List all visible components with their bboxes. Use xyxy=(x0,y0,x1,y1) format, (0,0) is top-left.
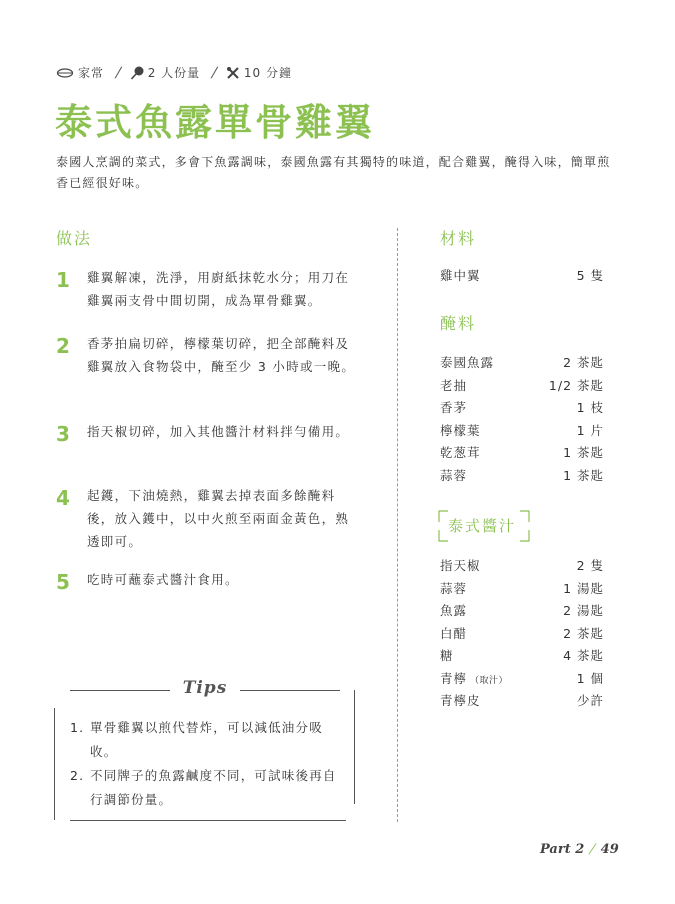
ingredient-name: 白醋 xyxy=(440,626,468,641)
ingredient-qty: 1 湯匙 xyxy=(563,581,604,596)
sauce-heading-box xyxy=(438,510,530,542)
tips-box xyxy=(54,678,356,820)
divider-slash: / xyxy=(587,842,598,857)
divider-slash: / xyxy=(210,64,221,81)
method-heading: 做法 xyxy=(56,229,93,248)
ingredient-note: （取汁） xyxy=(470,676,509,686)
sauce-row xyxy=(440,556,604,578)
ingredient-qty: 1 茶匙 xyxy=(563,445,604,460)
ingredient-name: 雞中翼 xyxy=(440,268,481,283)
ingredient-name: 泰國魚露 xyxy=(440,355,495,370)
step-text: 指天椒切碎，加入其他醬汁材料拌勻備用。 xyxy=(87,424,350,439)
ingredient-qty: 4 茶匙 xyxy=(563,648,604,663)
ingredients-heading: 材料 xyxy=(440,229,477,248)
marinade-row xyxy=(440,466,604,488)
ingredient-qty: 2 茶匙 xyxy=(563,355,604,370)
ingredient-name: 魚露 xyxy=(440,603,468,618)
sauce-row xyxy=(440,669,604,691)
ingredient-name: 青檸皮 xyxy=(440,693,481,708)
step-number: 5 xyxy=(56,570,70,594)
servings-label: 2 人份量 xyxy=(147,66,201,80)
marinade-row xyxy=(440,398,604,420)
page-footer xyxy=(540,842,619,857)
marinade-heading: 醃料 xyxy=(440,314,477,333)
tip-text: 單骨雞翼以煎代替炸，可以減低油分吸收。 xyxy=(90,720,323,759)
step-text: 香茅拍扁切碎，檸檬葉切碎，把全部醃料及雞翼放入食物袋中，醃至少 3 小時或一晚。 xyxy=(87,336,356,374)
ingredient-name: 乾葱茸 xyxy=(440,445,481,460)
step-number: 4 xyxy=(56,486,70,510)
marinade-row xyxy=(440,353,604,375)
ladle-icon xyxy=(130,66,144,80)
pot-icon xyxy=(56,67,74,79)
tip-number: 2. xyxy=(70,768,85,783)
sauce-row xyxy=(440,624,604,646)
ingredient-qty: 2 茶匙 xyxy=(563,626,604,641)
ingredient-qty: 少許 xyxy=(576,693,604,708)
sauce-row xyxy=(440,691,604,713)
divider-slash: / xyxy=(113,64,124,81)
ingredient-qty: 2 隻 xyxy=(576,558,604,573)
column-divider xyxy=(397,228,398,822)
tip-number: 1. xyxy=(70,720,85,735)
ingredient-name: 檸檬葉 xyxy=(440,423,481,438)
ingredient-qty: 1 片 xyxy=(576,423,604,438)
ingredient-qty: 5 隻 xyxy=(576,268,604,283)
ingredient-name: 指天椒 xyxy=(440,558,481,573)
tips-rule-right xyxy=(240,690,340,691)
time-label: 10 分鐘 xyxy=(243,66,292,80)
ingredient-name: 蒜蓉 xyxy=(440,581,468,596)
category-label: 家常 xyxy=(78,66,105,80)
ingredient-qty: 1 個 xyxy=(576,671,604,686)
recipe-meta xyxy=(56,64,292,81)
ingredient-name: 青檸 xyxy=(440,671,468,686)
ingredient-qty: 1/2 茶匙 xyxy=(548,378,604,393)
ingredient-qty: 1 茶匙 xyxy=(563,468,604,483)
step-text: 起鑊，下油燒熱，雞翼去掉表面多餘醃料後，放入鑊中，以中火煎至兩面金黃色，熟透即可。 xyxy=(87,488,350,549)
ingredient-name: 糖 xyxy=(440,648,454,663)
step-text: 吃時可蘸泰式醬汁食用。 xyxy=(87,572,239,587)
marinade-row xyxy=(440,421,604,443)
ingredient-qty: 2 湯匙 xyxy=(563,603,604,618)
recipe-intro: 泰國人烹調的菜式，多會下魚露調味，泰國魚露有其獨特的味道，配合雞翼，醃得入味，簡單煎香已經很好味。 xyxy=(56,155,611,190)
sauce-row xyxy=(440,579,604,601)
utensils-icon xyxy=(226,66,240,80)
step-number: 1 xyxy=(56,268,70,292)
sauce-row xyxy=(440,601,604,623)
step-number: 2 xyxy=(56,334,70,358)
ingredient-name: 香茅 xyxy=(440,400,468,415)
page-number: 49 xyxy=(600,842,619,857)
ingredient-name: 蒜蓉 xyxy=(440,468,468,483)
step-number: 3 xyxy=(56,422,70,446)
marinade-row xyxy=(440,443,604,465)
tips-heading: Tips xyxy=(182,678,228,698)
sauce-row xyxy=(440,646,604,668)
sauce-heading: 泰式醬汁 xyxy=(448,517,517,535)
step-text: 雞翼解凍，洗淨，用廚紙抹乾水分；用刀在雞翼兩支骨中間切開，成為單骨雞翼。 xyxy=(87,270,350,308)
ingredient-qty: 1 枝 xyxy=(576,400,604,415)
marinade-row xyxy=(440,376,604,398)
part-label: Part 2 xyxy=(540,842,585,857)
recipe-title: 泰式魚露單骨雞翼 xyxy=(55,100,375,144)
tip-text: 不同牌子的魚露鹹度不同，可試味後再自行調節份量。 xyxy=(90,768,337,807)
ingredient-name: 老抽 xyxy=(440,378,468,393)
ingredient-row xyxy=(440,266,604,288)
